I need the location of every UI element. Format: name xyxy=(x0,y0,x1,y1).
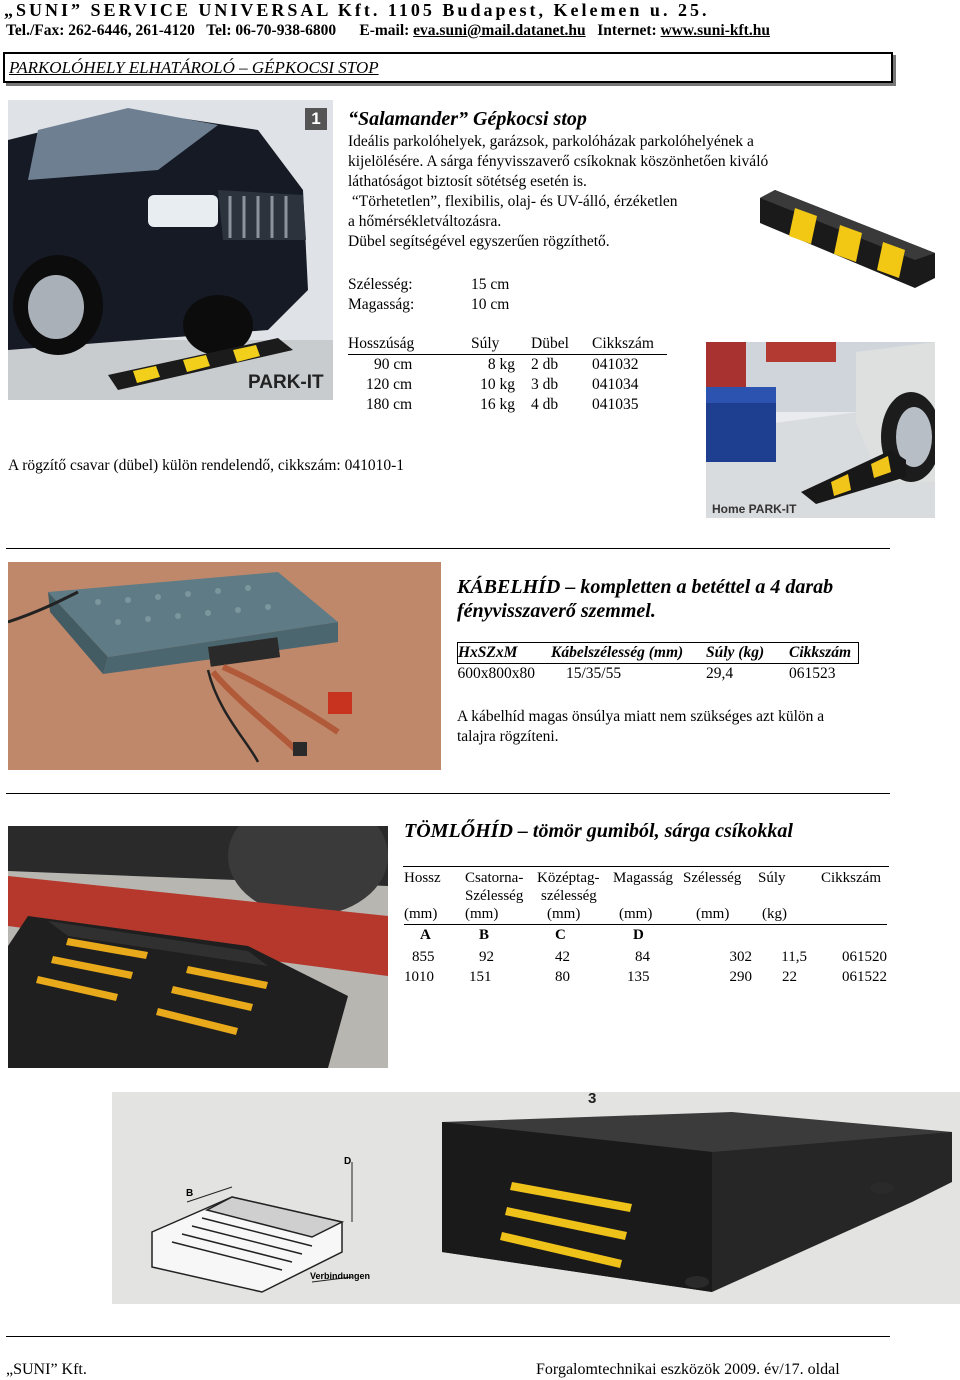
salamander-table xyxy=(348,334,667,415)
cell-length: 1010 xyxy=(404,969,434,985)
col-header-weight: Súly (kg) xyxy=(706,643,789,664)
diagram-label-d: D xyxy=(344,1156,352,1167)
company-line: „SUNI” SERVICE UNIVERSAL Kft. 1105 Budapest, Kelemen u. 25. xyxy=(4,0,710,20)
col-header-article: Cikkszám xyxy=(789,643,859,664)
letter-cell xyxy=(821,925,887,948)
desc-line: a hőmérsékletváltozásra. xyxy=(348,213,502,230)
internet-label: Internet: xyxy=(597,22,657,39)
cell-article: 041032 xyxy=(592,356,639,373)
table-header-row xyxy=(348,334,667,355)
letter-cell xyxy=(683,925,758,948)
home-park-it-label: Home PARK-IT xyxy=(712,502,797,516)
table-row xyxy=(348,395,667,415)
letter-cell: B xyxy=(479,927,490,943)
note-line: talajra rögzíteni. xyxy=(457,728,559,745)
cell-weight: 11,5 xyxy=(781,949,807,965)
cell-middle-width: 42 xyxy=(555,949,570,965)
cell-channel-width: 151 xyxy=(469,969,492,985)
table-row xyxy=(348,375,667,395)
desc-line: Ideális parkolóhelyek, garázsok, parkolóházak parkolóhelyének a xyxy=(348,133,754,150)
cell-dowel: 4 db xyxy=(531,396,559,413)
cell-length: 855 xyxy=(412,949,435,965)
letter-cell: D xyxy=(633,927,644,943)
cell-channel-width: 92 xyxy=(479,949,494,965)
cell-cable-width: 15/35/55 xyxy=(566,665,622,682)
col-header-article: Cikkszám xyxy=(592,335,654,352)
cell-length: 120 cm xyxy=(366,376,413,393)
cell-height: 84 xyxy=(635,949,650,965)
unit-cell: (mm) xyxy=(619,906,653,922)
tel-fax: Tel./Fax: 262-6446, 261-4120 xyxy=(6,22,195,39)
cell-dimensions: 600x800x80 xyxy=(457,665,535,682)
cell-article: 041035 xyxy=(592,396,639,413)
divider xyxy=(6,793,890,794)
email-link[interactable]: eva.suni@mail.datanet.hu xyxy=(413,22,586,39)
divider xyxy=(6,548,890,549)
table-row xyxy=(404,947,887,969)
header-cell xyxy=(758,888,821,906)
letter-cell: A xyxy=(420,927,431,943)
table-header-row xyxy=(404,870,887,888)
park-it-label: PARK-IT xyxy=(248,372,324,393)
diagram-label-verbindungen: Verbindungen xyxy=(310,1271,371,1281)
height-row xyxy=(348,295,648,315)
cell-dowel: 3 db xyxy=(531,376,559,393)
dimensions xyxy=(348,275,648,315)
cell-weight: 22 xyxy=(782,969,797,985)
table-header-row xyxy=(458,643,859,664)
desc-line: kijelölésére. A sárga fényvisszaverő csíkoknak köszönhetően kiváló xyxy=(348,153,769,170)
cell-weight: 10 kg xyxy=(480,376,515,393)
kabelhid-title xyxy=(457,575,833,623)
kabelhid-note xyxy=(457,707,824,747)
unit-cell xyxy=(821,906,887,925)
dowel-note: A rögzítő csavar (dübel) külön rendelendő, cikkszám: 041010-1 xyxy=(8,457,404,474)
footer-right: Forgalomtechnikai eszközök 2009. év/17. oldal xyxy=(536,1361,840,1378)
desc-line: láthatóságot biztosít sötétség esetén is. xyxy=(348,173,587,190)
unit-cell: (mm) xyxy=(696,906,730,922)
kabelhid-table xyxy=(457,642,859,684)
contact-line xyxy=(6,22,770,40)
tomlohid-title: TÖMLŐHÍD – tömör gumiból, sárga csíkokkal xyxy=(404,820,793,842)
page-title-box xyxy=(3,52,893,83)
table-letter-row xyxy=(404,925,887,948)
kabelhid-title-line: fényvisszaverő szemmel. xyxy=(457,600,656,622)
badge-1-number: 1 xyxy=(311,109,321,128)
footer-rule xyxy=(6,1336,890,1337)
col-header-middle-width: Középtag- xyxy=(537,870,600,886)
cell-height: 135 xyxy=(627,969,650,985)
letter-cell: C xyxy=(555,927,566,943)
cell-width: 302 xyxy=(729,949,752,965)
col-header-weight: Súly xyxy=(471,335,500,352)
kabelhid-title-line: KÁBELHÍD – kompletten a betéttel a 4 darab xyxy=(457,576,834,598)
width-value: 15 cm xyxy=(471,276,510,293)
width-row xyxy=(348,275,648,295)
unit-cell: (mm) xyxy=(465,906,499,922)
tomlohid-table xyxy=(404,870,887,989)
footer-left: „SUNI” Kft. xyxy=(6,1361,87,1378)
table-header-row xyxy=(404,906,887,925)
col-header-length: Hosszúság xyxy=(348,335,415,352)
header-cell: Szélesség xyxy=(465,888,524,904)
table-row xyxy=(348,355,667,376)
header-cell xyxy=(683,888,758,906)
width-label: Szélesség: xyxy=(348,276,413,293)
header-cell xyxy=(404,888,465,906)
website-link[interactable]: www.suni-kft.hu xyxy=(660,22,770,39)
cell-article: 041034 xyxy=(592,376,639,393)
col-header-channel-width: Csatorna- xyxy=(465,870,524,886)
note-line: A kábelhíd magas önsúlya miatt nem szükséges azt külön a xyxy=(457,708,825,725)
cell-weight: 8 kg xyxy=(487,356,515,373)
unit-cell: (mm) xyxy=(547,906,581,922)
cell-article: 061523 xyxy=(789,665,836,682)
cell-middle-width: 80 xyxy=(555,969,570,985)
desc-line: Dübel segítségével egyszerűen rögzíthető. xyxy=(348,233,610,250)
salamander-title: “Salamander” Gépkocsi stop xyxy=(348,108,587,130)
cell-weight: 16 kg xyxy=(480,396,515,413)
cell-length: 180 cm xyxy=(366,396,413,413)
height-label: Magasság: xyxy=(348,296,415,313)
col-header-width: Szélesség xyxy=(683,870,742,886)
col-header-height: Magasság xyxy=(613,870,673,886)
home-park-it-photo xyxy=(706,342,935,518)
cell-length: 90 cm xyxy=(374,356,413,373)
unit-cell: (mm) xyxy=(404,906,438,922)
photo-badge-3: 3 xyxy=(588,1092,597,1107)
header-cell xyxy=(613,888,683,906)
tel: Tel: 06-70-938-6800 xyxy=(206,22,337,39)
cell-dowel: 2 db xyxy=(531,356,559,373)
letter-cell xyxy=(758,925,821,948)
col-header-dimensions: HxSZxM xyxy=(458,643,552,664)
col-header-article: Cikkszám xyxy=(821,870,881,886)
header-cell xyxy=(821,888,887,906)
table-row xyxy=(404,969,887,989)
cell-weight: 29,4 xyxy=(706,665,734,682)
header-cell: szélesség xyxy=(541,888,597,904)
col-header-length: Hossz xyxy=(404,870,441,886)
page-title: PARKOLÓHELY ELHATÁROLÓ – GÉPKOCSI STOP xyxy=(9,58,379,77)
col-header-weight: Súly xyxy=(758,870,786,886)
cell-width: 290 xyxy=(729,969,752,985)
hose-bridge-photo xyxy=(8,826,388,1068)
diagram-label-b: B xyxy=(186,1188,194,1199)
table-row xyxy=(458,664,859,685)
col-header-dowel: Dübel xyxy=(531,335,569,352)
col-header-cable-width: Kábelszélesség (mm) xyxy=(551,643,706,664)
desc-line: “Törhetetlen”, flexibilis, olaj- és UV-álló, érzéketlen xyxy=(348,193,678,210)
table-header-row xyxy=(404,888,887,906)
email-label: E-mail: xyxy=(359,22,410,39)
cell-article: 061520 xyxy=(842,949,887,965)
wheel-stop-product-photo xyxy=(735,178,955,298)
cell-article: 061522 xyxy=(842,969,887,985)
badge-1 xyxy=(305,108,327,130)
unit-cell: (kg) xyxy=(762,906,787,922)
car-park-it-photo xyxy=(8,100,333,400)
table-top-rule xyxy=(403,866,889,867)
cable-bridge-photo xyxy=(8,562,441,770)
hose-bridge-diagram-photo xyxy=(112,1092,960,1304)
height-value: 10 cm xyxy=(471,296,510,313)
